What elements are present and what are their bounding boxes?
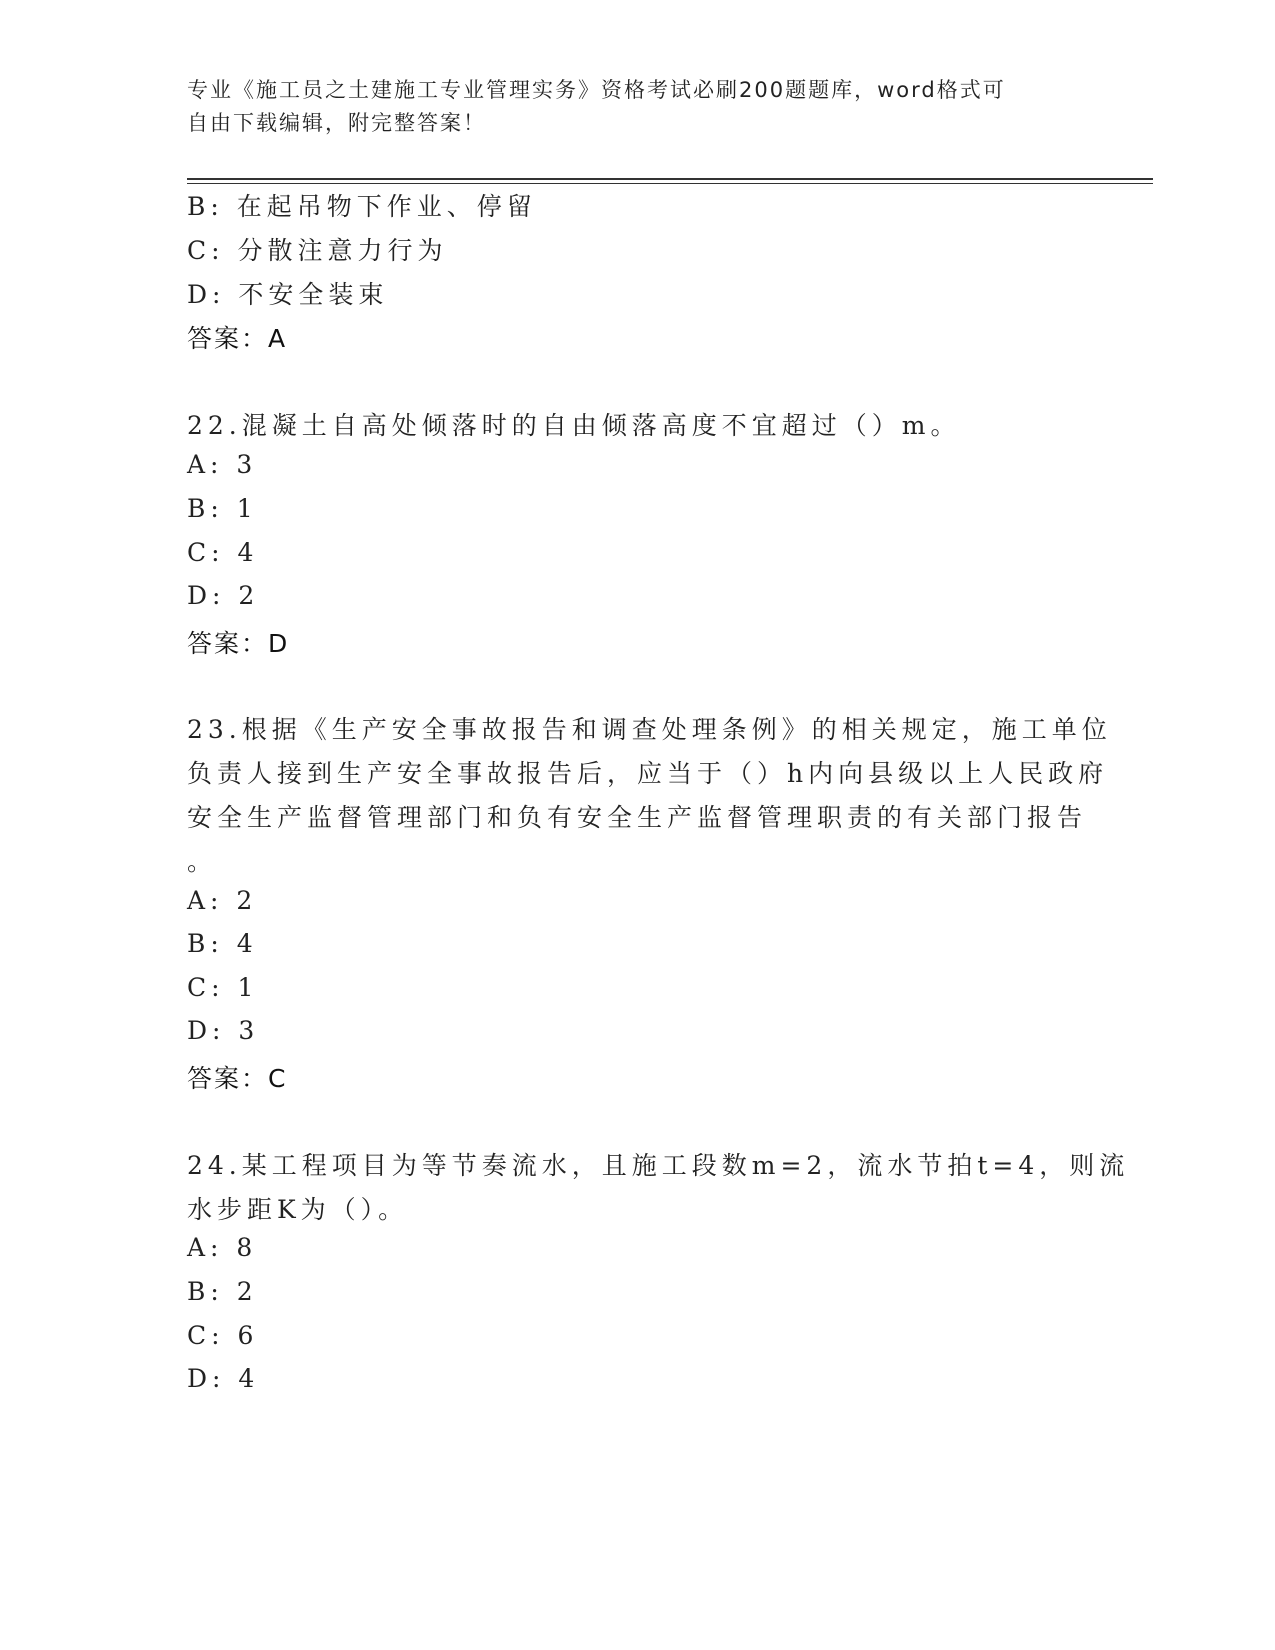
header-divider-thin [187, 183, 1153, 184]
q21-answer: 答案：A [187, 324, 288, 353]
q22-stem: 22.混凝土自高处倾落时的自由倾落高度不宜超过（）m。 [187, 411, 961, 440]
header-line-2: 自由下载编辑，附完整答案！ [187, 111, 486, 135]
q21-option-b: B: 在起吊物下作业、停留 [187, 192, 537, 221]
q24-stem-line-2: 水步距K为（）。 [187, 1195, 409, 1224]
q23-stem-line-4: 。 [187, 847, 218, 876]
header-line-1: 专业《施工员之土建施工专业管理实务》资格考试必刷200题题库，word格式可 [187, 78, 1006, 102]
q21-option-d: D: 不安全装束 [187, 280, 389, 309]
q24-stem-line-1: 24.某工程项目为等节奏流水，且施工段数m=2，流水节拍t=4，则流 [187, 1151, 1130, 1180]
q22-option-c: C: 4 [187, 538, 259, 567]
q23-answer: 答案：C [187, 1064, 288, 1093]
header-divider-thick [187, 178, 1153, 180]
q22-option-a: A: 3 [187, 450, 258, 479]
q22-option-d: D: 2 [187, 581, 260, 610]
q24-option-b: B: 2 [187, 1277, 258, 1306]
q22-answer: 答案：D [187, 629, 290, 658]
q24-option-d: D: 4 [187, 1364, 260, 1393]
q23-stem-line-3: 安全生产监督管理部门和负有安全生产监督管理职责的有关部门报告 [187, 803, 1088, 832]
q23-option-d: D: 3 [187, 1016, 260, 1045]
q23-option-b: B: 4 [187, 929, 258, 958]
q23-stem-line-2: 负责人接到生产安全事故报告后，应当于（）h内向县级以上人民政府 [187, 759, 1109, 788]
q23-option-a: A: 2 [187, 886, 258, 915]
document-header [187, 74, 1067, 140]
q22-option-b: B: 1 [187, 494, 258, 523]
q24-option-c: C: 6 [187, 1321, 259, 1350]
q23-stem-line-1: 23.根据《生产安全事故报告和调查处理条例》的相关规定，施工单位 [187, 715, 1112, 744]
q21-option-c: C: 分散注意力行为 [187, 236, 448, 265]
q24-option-a: A: 8 [187, 1233, 258, 1262]
q23-option-c: C: 1 [187, 973, 259, 1002]
